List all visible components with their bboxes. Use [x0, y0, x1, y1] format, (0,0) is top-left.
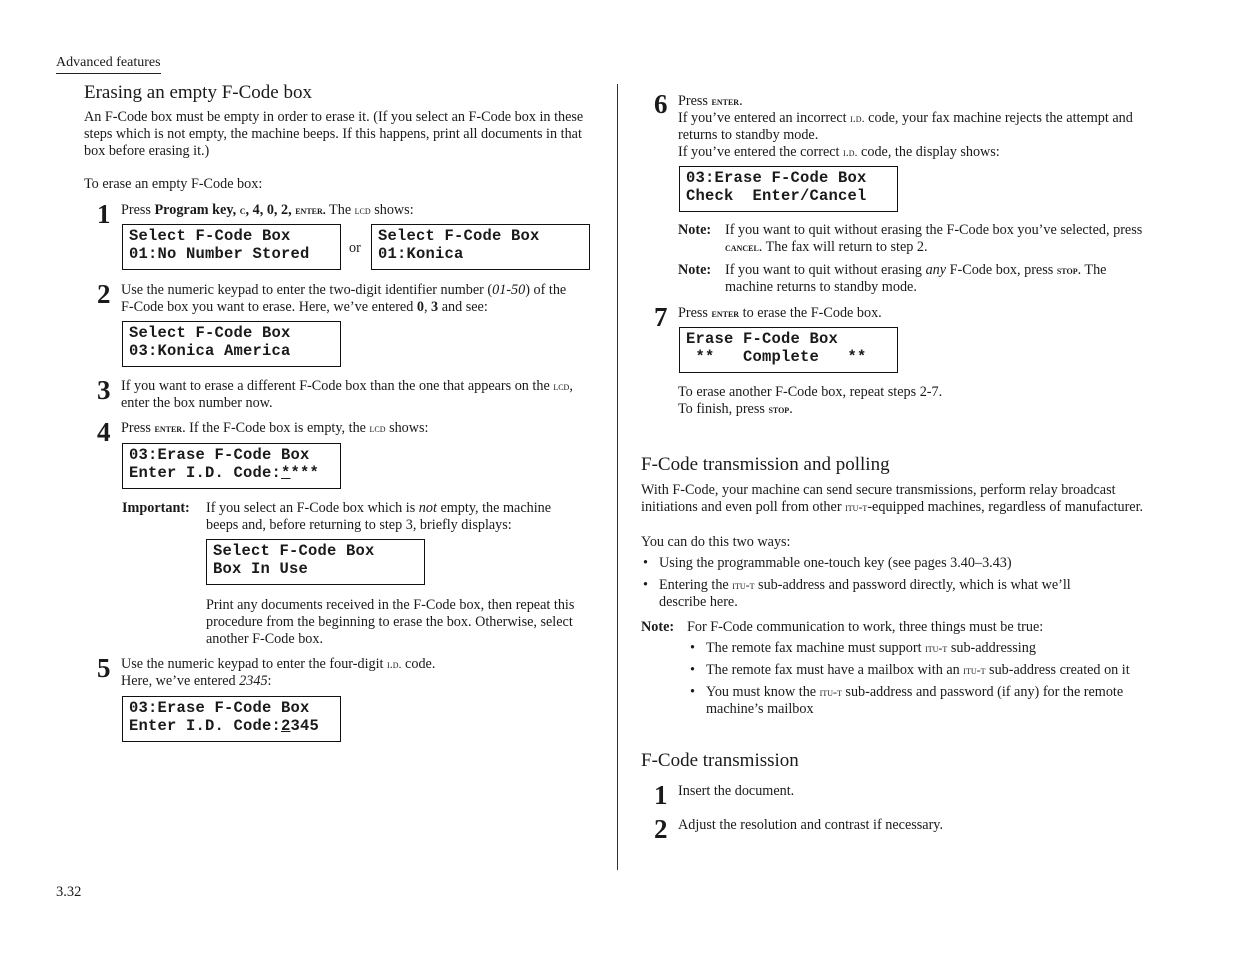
lcd-display: Select F-Code Box Box In Use — [206, 539, 425, 585]
running-header: Advanced features — [56, 54, 161, 74]
step-number: 6 — [654, 89, 668, 119]
step-1-text: Press Program key, c, 4, 0, 2, enter. The lcd shows: — [121, 202, 414, 218]
step-5-text: Use the numeric keypad to enter the four-digit i.d. code. Here, we’ve entered 2345: — [121, 656, 436, 689]
lcd-display: Select F-Code Box 03:Konica America — [122, 321, 341, 367]
step-7-followup: To erase another F-Code box, repeat steps 2-7. To finish, press stop. — [678, 384, 943, 417]
note-text: If you want to quit without erasing the F-Code box you’ve selected, press cancel. The fax will return to step 2. — [725, 222, 1143, 255]
polling-intro: With F-Code, your machine can send secure transmissions, perform relay broadcast initiations and even poll from other itu-t-equipped machines, regardless of manufacturer. — [641, 482, 1144, 515]
section-title-polling: F-Code transmission and polling — [641, 454, 890, 475]
list-item: • Entering the itu-t sub-address and password directly, which is what we’ll describe here. — [641, 577, 1121, 611]
note-text: If you want to quit without erasing any F-Code box, press stop. The machine returns to standby mode. — [725, 262, 1107, 295]
note-label: Note: — [641, 619, 675, 635]
two-ways-text: You can do this two ways: — [641, 534, 791, 550]
lcd-display: Select F-Code Box 01:No Number Stored — [122, 224, 341, 270]
transmission-step-2-text: Adjust the resolution and contrast if necessary. — [678, 817, 944, 833]
section-title-transmission: F-Code transmission — [641, 750, 799, 771]
column-divider — [617, 84, 618, 870]
step-number: 3 — [97, 375, 111, 405]
section-title-erasing: Erasing an empty F-Code box — [84, 82, 312, 103]
step-3-text: If you want to erase a different F-Code box than the one that appears on the lcd, enter the box number now. — [121, 378, 573, 411]
lcd-display: 03:Erase F-Code Box Check Enter/Cancel — [679, 166, 898, 212]
list-item: • The remote fax machine must support itu-t sub-addressing — [688, 640, 1138, 657]
or-text: or — [349, 240, 361, 256]
ways-list — [641, 555, 1121, 616]
lcd-display: 03:Erase F-Code Box Enter I.D. Code:**** — [122, 443, 341, 489]
lcd-display: Select F-Code Box 01:Konica — [371, 224, 590, 270]
requirements-list — [688, 640, 1138, 723]
important-followup: Print any documents received in the F-Code box, then repeat this procedure from the beginning to erase the box. Otherwise, select another F-Code box. — [206, 597, 575, 647]
step-number: 1 — [654, 780, 668, 810]
list-item: • The remote fax must have a mailbox with an itu-t sub-address created on it — [688, 662, 1138, 679]
step-6-text: Press enter. If you’ve entered an incorrect i.d. code, your fax machine rejects the attempt and returns to standby mode. If you’ve entered the correct i.d. code, the display shows: — [678, 93, 1133, 160]
lcd-display: Erase F-Code Box ** Complete ** — [679, 327, 898, 373]
step-4-text: Press enter. If the F-Code box is empty, the lcd shows: — [121, 420, 429, 436]
step-7-text: Press enter to erase the F-Code box. — [678, 305, 882, 321]
important-label: Important: — [122, 500, 190, 516]
step-2-text: Use the numeric keypad to enter the two-digit identifier number (01-50) of the F-Code box you want to erase. Here, we’ve entered 0, 3 and see: — [121, 282, 567, 315]
note-text: For F-Code communication to work, three things must be true: — [687, 619, 1044, 635]
list-item: • Using the programmable one-touch key (see pages 3.40–3.43) — [641, 555, 1121, 572]
lead-text: To erase an empty F-Code box: — [84, 176, 263, 192]
note-label: Note: — [678, 262, 712, 278]
page-number: 3.32 — [56, 884, 82, 900]
step-number: 2 — [97, 279, 111, 309]
note-label: Note: — [678, 222, 712, 238]
transmission-step-1-text: Insert the document. — [678, 783, 795, 799]
intro-paragraph: An F-Code box must be empty in order to erase it. (If you select an F-Code box in these steps which is not empty, the machine beeps. If this happens, print all documents in that box before erasing it.) — [84, 109, 584, 159]
step-number: 5 — [97, 653, 111, 683]
list-item: • You must know the itu-t sub-address and password (if any) for the remote machine’s mailbox — [688, 684, 1138, 718]
step-number: 1 — [97, 199, 111, 229]
step-number: 2 — [654, 814, 668, 844]
step-number: 4 — [97, 417, 111, 447]
lcd-display: 03:Erase F-Code Box Enter I.D. Code:2345 — [122, 696, 341, 742]
important-text: If you select an F-Code box which is not empty, the machine beeps and, before returning to step 3, briefly displays: — [206, 500, 552, 533]
step-number: 7 — [654, 302, 668, 332]
